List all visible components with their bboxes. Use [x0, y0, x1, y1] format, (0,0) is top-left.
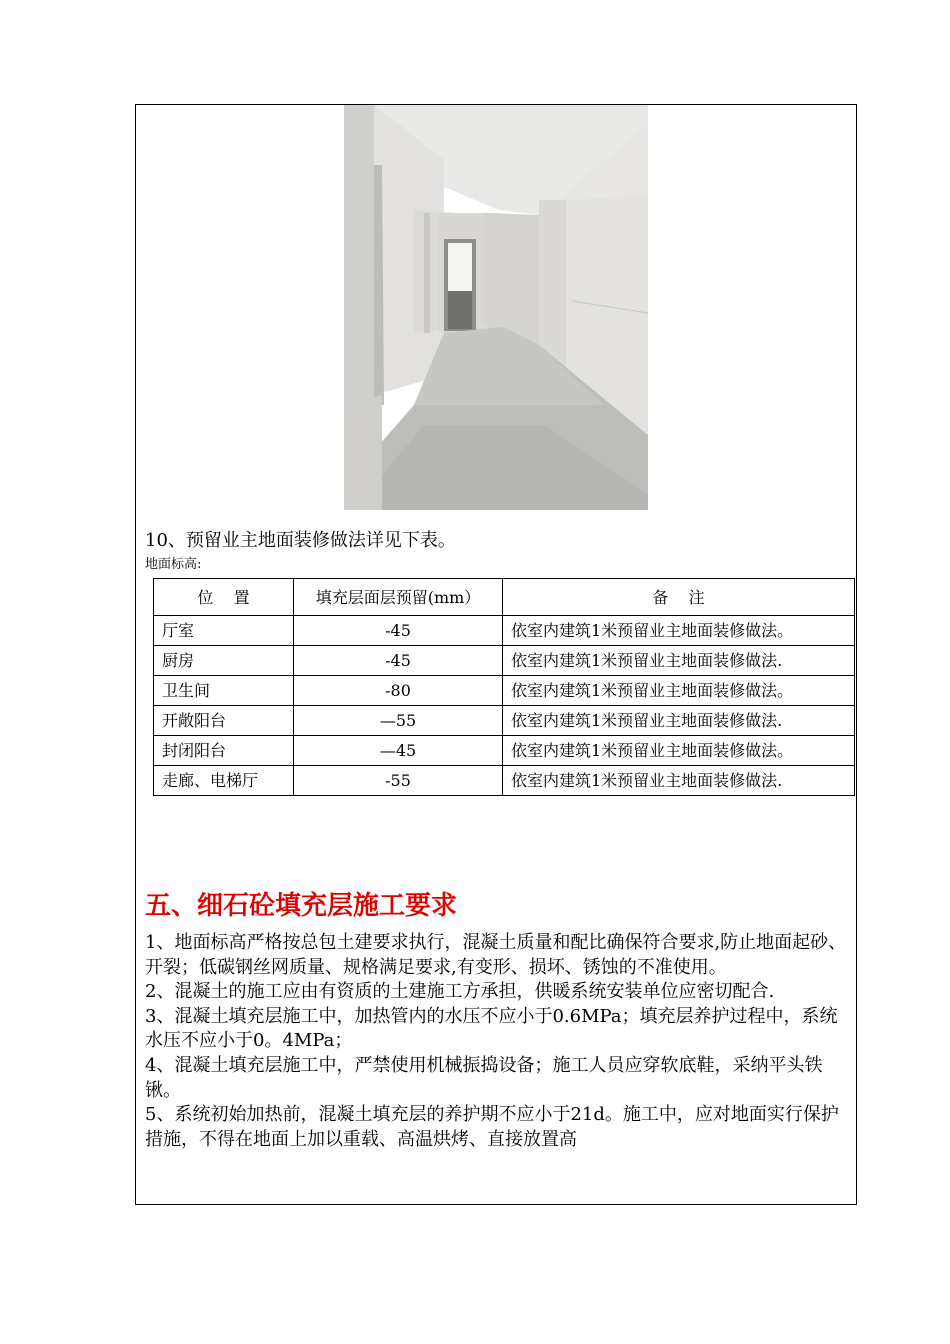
requirement-paragraph: 2、混凝土的施工应由有资质的土建施工方承担，供暖系统安装单位应密切配合. [145, 981, 775, 1003]
value-cell: —45 [294, 736, 503, 766]
value-cell: -45 [294, 646, 503, 676]
value-cell: -80 [294, 676, 503, 706]
table-header: 填充层面层预留(mm） [294, 579, 503, 616]
elevation-table [153, 578, 855, 796]
requirement-paragraph: 1、地面标高严格按总包土建要求执行，混凝土质量和配比确保符合要求,防止地面起砂、开裂；低碳钢丝网质量、规格满足要求,有变形、损坏、锈蚀的不准使用。 [145, 932, 847, 978]
location-cell: 厨房 [154, 646, 294, 676]
note-cell: 依室内建筑1米预留业主地面装修做法. [503, 706, 855, 736]
location-cell: 卫生间 [154, 676, 294, 706]
table-header: 位 置 [154, 579, 294, 616]
location-cell: 开敞阳台 [154, 706, 294, 736]
value-cell: —55 [294, 706, 503, 736]
requirement-paragraph: 4、混凝土填充层施工中，严禁使用机械振捣设备；施工人员应穿软底鞋，采纳平头铁锹。 [145, 1054, 823, 1101]
note-cell: 依室内建筑1米预留业主地面装修做法。 [503, 736, 855, 766]
requirements-text [145, 931, 851, 1152]
location-cell: 厅室 [154, 616, 294, 646]
table-header: 备 注 [503, 579, 855, 616]
value-cell: -45 [294, 616, 503, 646]
note-cell: 依室内建筑1米预留业主地面装修做法. [503, 646, 855, 676]
table-header-row [154, 579, 855, 616]
table-row [154, 736, 855, 766]
document-frame [135, 104, 857, 1205]
location-cell: 走廊、电梯厅 [154, 766, 294, 796]
table-row [154, 646, 855, 676]
section-heading: 五、细石砼填充层施工要求 [145, 891, 458, 921]
table-row [154, 766, 855, 796]
note-cell: 依室内建筑1米预留业主地面装修做法. [503, 766, 855, 796]
caption: 10、预留业主地面装修做法详见下表。 [145, 530, 456, 551]
value-cell: -55 [294, 766, 503, 796]
table-row [154, 616, 855, 646]
requirement-paragraph: 5、系统初始加热前，混凝土填充层的养护期不应小于21d。施工中，应对地面实行保护措施，不得在地面上加以重载、高温烘烤、直接放置高 [145, 1104, 839, 1150]
subcaption: 地面标高: [145, 557, 202, 572]
requirement-paragraph: 3、混凝土填充层施工中，加热管内的水压不应小于0.6MPa；填充层养护过程中，系统水压不应小于0。4MPa； [145, 1005, 838, 1052]
note-cell: 依室内建筑1米预留业主地面装修做法。 [503, 616, 855, 646]
location-cell: 封闭阳台 [154, 736, 294, 766]
table-row [154, 706, 855, 736]
table-row [154, 676, 855, 706]
interior-photo [344, 105, 648, 510]
note-cell: 依室内建筑1米预留业主地面装修做法。 [503, 676, 855, 706]
